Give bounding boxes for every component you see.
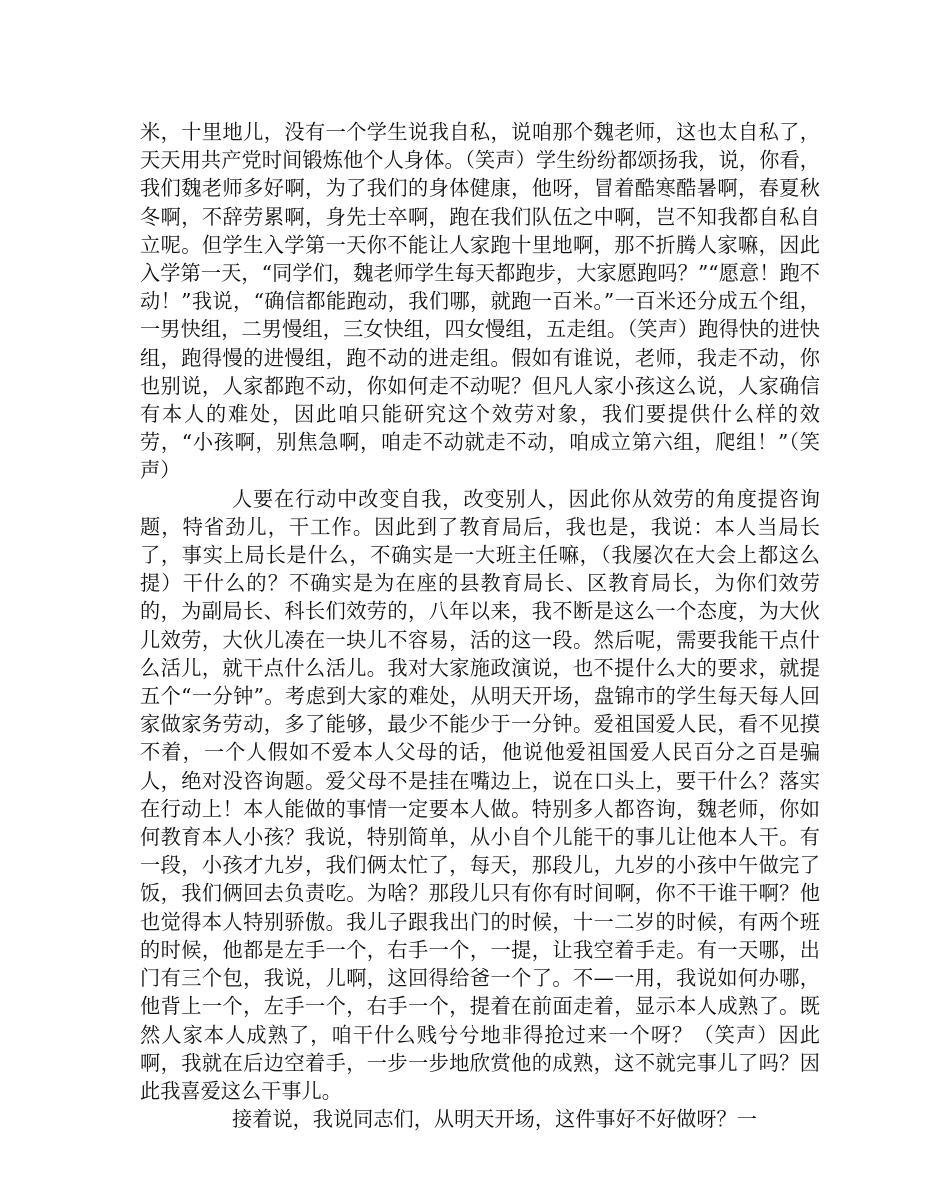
paragraph-3: 接着说，我说同志们，从明天开场，这件事好不好做呀？一	[232, 1107, 757, 1132]
paragraph-1: 米，十里地儿，没有一个学生说我自私，说咱那个魏老师，这也太自私了，天天用共产党时间锻炼他个人身体。（笑声）学生纷纷都颂扬我，说，你看，我们魏老师多好啊，为了我们的身体健康，他呀，冒着酷寒酷暑啊，春夏秋冬啊，不辞劳累啊，身先士卒啊，跑在我们队伍之中啊，岂不知我都自私自立呢。但学生入学第一天你不能让人家跑十里地啊，那不折腾人家嘛，因此入学第一天，“同学们，魏老师学生每天都跑步，大家愿跑吗？”“愿意！跑不动！”我说，“确信都能跑动，我们哪，就跑一百米。”一百米还分成五个组，一男快组，二男慢组，三女快组，四女慢组，五走组。（笑声）跑得快的进快组，跑得慢的进慢组，跑不动的进走组。假如有谁说，老师，我走不动，你也别说，人家都跑不动，你如何走不动呢？但凡人家小孩这么说，人家确信有本人的难处，因此咱只能研究这个效劳对象，我们要提供什么样的效劳，“小孩啊，别焦急啊，咱走不动就走不动，咱成立第六组，爬组！”（笑声）	[140, 120, 820, 483]
document-body	[140, 118, 820, 1133]
paragraph-2: 人要在行动中改变自我，改变别人，因此你从效劳的角度提咨询题，特省劲儿，干工作。因此到了教育局后，我也是，我说：本人当局长了，事实上局长是什么，不确实是一大班主任嘛，（我屡次在大会上都这么提）干什么的？不确实是为在座的县教育局长、区教育局长，为你们效劳的，为副局长、科长们效劳的，八年以来，我不断是这么一个态度，为大伙儿效劳，大伙儿凑在一块儿不容易，活的这一段。然后呢，需要我能干点什么活儿，就干点什么活儿。我对大家施政演说，也不提什么大的要求，就提五个“一分钟”。考虑到大家的难处，从明天开场，盘锦市的学生每天每人回家做家务劳动，多了能够，最少不能少于一分钟。爱祖国爱人民，看不见摸不着，一个人假如不爱本人父母的话，他说他爱祖国爱人民百分之百是骗人，绝对没咨询题。爱父母不是挂在嘴边上，说在口头上，要干什么？落实在行动上！本人能做的事情一定要本人做。特别多人都咨询，魏老师，你如何教育本人小孩？我说，特别简单，从小自个儿能干的事儿让他本人干。有一段，小孩才九岁，我们俩太忙了，每天，那段儿，九岁的小孩中午做完了饭，我们俩回去负责吃。为啥？那段儿只有你有时间啊，你不干谁干啊？他也觉得本人特别骄傲。我儿子跟我出门的时候，十一二岁的时候，有两个班的时候，他都是左手一个，右手一个，一提，让我空着手走。有一天哪，出门有三个包，我说，儿啊，这回得给爸一个了。不—一用，我说如何办哪，他背上一个，左手一个，右手一个，提着在前面走着，显示本人成熟了。既然人家本人成熟了，咱干什么贱兮兮地非得抢过来一个呀？（笑声）因此啊，我就在后边空着手，一步一步地欣赏他的成熟，这不就完事儿了吗？因此我喜爱这么干事儿。	[140, 486, 820, 1103]
